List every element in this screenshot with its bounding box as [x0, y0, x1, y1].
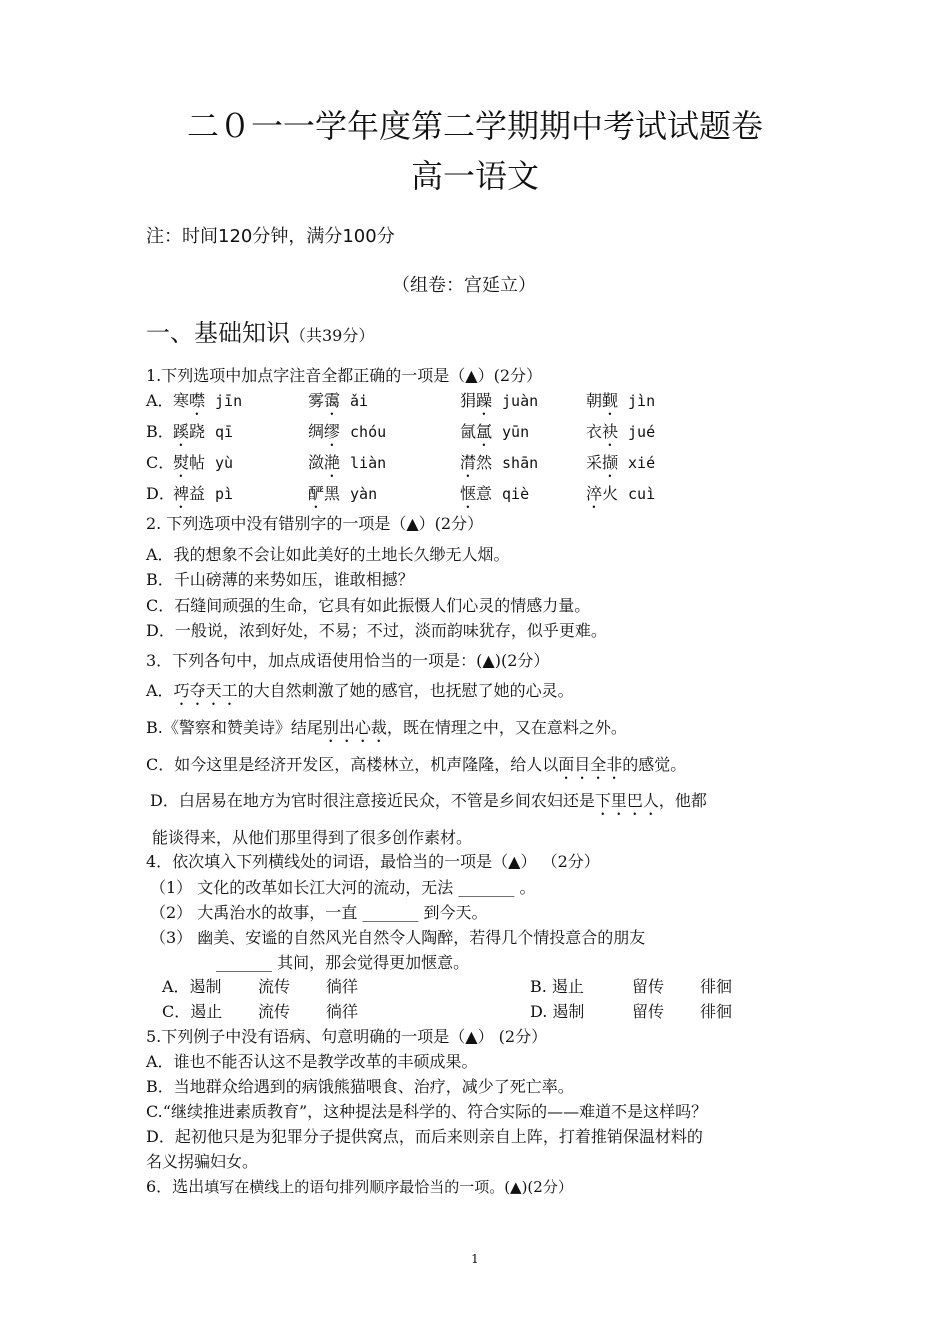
q1-pinyin: qiè: [502, 485, 530, 503]
q1-word-post: 意: [476, 484, 493, 503]
q1-word: [173, 484, 233, 512]
q4-sentence-3: （3） 幽美、安谧的自然风光自然令人陶醉，若得几个情投意合的朋友: [150, 928, 646, 947]
q4-a-word1: A．遏制: [162, 977, 222, 996]
q1-word: [308, 453, 386, 481]
q1-pinyin: shān: [502, 454, 539, 472]
q1-word: [460, 453, 538, 481]
q1-word-dot: 缪: [324, 422, 341, 441]
q1-word-dot: 酽: [308, 484, 325, 503]
q3-b-rest: ，既在情理之中，又在意料之外。: [386, 718, 627, 737]
q4-sentence-3-cont: _______ 其间，那会觉得更加惬意。: [216, 953, 470, 972]
q1-word-pre: 氤: [460, 422, 477, 441]
q1-word-post: 火: [602, 484, 619, 503]
q1-word: [586, 422, 655, 450]
q3-b-idiom: 别出心裁: [322, 718, 387, 737]
q5-option-d: D．起初他只是为犯罪分子提供窝点，而后来则亲自上阵，打着推销保温材料的: [146, 1127, 703, 1146]
q1-word-dot: 裨: [173, 484, 190, 503]
q4-d-word2: 留传: [632, 1002, 665, 1021]
q1-word-pre: 朝: [586, 391, 603, 410]
q3-b-prefix: B.《警察和赞美诗》结尾: [146, 718, 323, 737]
q1-word-dot: 撷: [602, 453, 619, 472]
q5-stem: 5.下列例子中没有语病、句意明确的一项是（▲） (2分）: [146, 1027, 548, 1046]
q2-option-d: D．一般说，浓到好处，不易；不过，淡而韵味犹存，似乎更难。: [146, 621, 607, 640]
q1-word-dot: 熨: [173, 453, 190, 472]
q1-pinyin: xié: [628, 454, 656, 472]
q3-option-a: [146, 681, 574, 709]
q1-pinyin: ǎi: [350, 392, 369, 410]
q3-c-rest: 的感觉。: [622, 755, 687, 774]
q1-pinyin: qī: [215, 423, 234, 441]
q3-option-d-cont: 能谈得来，从他们那里得到了很多创作素材。: [152, 828, 473, 847]
q1-word-pre: 绸: [308, 422, 325, 441]
q3-option-d: [150, 791, 707, 819]
q4-option-a: [162, 977, 358, 997]
q3-a-rest: 的大自然刺激了她的感官，也抚慰了她的心灵。: [237, 681, 574, 700]
q3-c-prefix: C．如今这里是经济开发区，高楼林立，机声隆隆，给人以: [146, 755, 559, 774]
q3-a-prefix: A．: [146, 681, 174, 700]
q1-word: [173, 422, 233, 450]
q1-word-pre: 衣: [586, 422, 603, 441]
q1-word: [308, 391, 368, 419]
q1-word: [173, 453, 233, 481]
composer-note: （组卷：宫延立）: [392, 275, 536, 296]
q1-word-dot: 袂: [602, 422, 619, 441]
q3-d-rest: ，他都: [658, 791, 707, 810]
q1-word-pre: 雾: [308, 391, 325, 410]
q4-option-c: [162, 1002, 358, 1022]
q1-pinyin: juàn: [502, 392, 539, 410]
q1-stem: 1.下列选项中加点字注音全都正确的一项是（▲）(2分）: [146, 366, 542, 385]
q1-word-dot: 躁: [476, 391, 493, 410]
q1-word: [586, 391, 655, 419]
q1-pinyin: yù: [215, 454, 234, 472]
q4-b-word1: B. 遏止: [530, 977, 584, 996]
exam-note: 注：时间120分钟，满分100分: [146, 226, 395, 247]
q1-pinyin: pì: [215, 485, 234, 503]
q3-d-prefix: D．白居易在地方为官时很注意接近民众，不管是乡间农妇还是: [150, 791, 595, 810]
q1-word-dot: 噤: [189, 391, 206, 410]
page-number: 1: [471, 1252, 479, 1266]
q1-pinyin: jué: [628, 423, 656, 441]
q4-c-word2: 流传: [258, 1002, 291, 1021]
q1-pinyin: jìn: [628, 392, 656, 410]
q1-word-dot: 滟: [324, 453, 341, 472]
q2-option-b: B．千山磅薄的来势如压，谁敢相撼？: [146, 570, 414, 589]
q4-c-word1: C．遏止: [162, 1002, 223, 1021]
q1-pinyin: cuì: [628, 485, 656, 503]
q4-b-word2: 留传: [632, 977, 665, 996]
q3-option-c: [146, 755, 686, 783]
q3-stem: 3．下列各句中，加点成语使用恰当的一项是：(▲)(2分）: [146, 651, 550, 670]
q1-word-pre: 寒: [173, 391, 190, 410]
q1-word-dot: 淬: [586, 484, 603, 503]
q4-b-word3: 徘徊: [700, 977, 733, 996]
q3-d-idiom: 下里巴人: [594, 791, 659, 810]
q1-option-letter: B．: [146, 422, 174, 441]
q1-word-dot: 霭: [324, 391, 341, 410]
q1-word-dot: 觐: [602, 391, 619, 410]
q5-option-b: B．当地群众给遇到的病饿熊猫喂食、治疗，减少了死亡率。: [146, 1077, 574, 1096]
q5-option-d-cont: 名义拐骗妇女。: [146, 1152, 259, 1171]
q5-option-a: A．谁也不能否认这不是教学改革的丰硕成果。: [146, 1052, 478, 1071]
q1-word-pre: 采: [586, 453, 603, 472]
q1-word-post: 然: [476, 453, 493, 472]
q4-a-word3: 徜徉: [326, 977, 359, 996]
q1-word-post: 益: [189, 484, 206, 503]
q1-word-dot: 潸: [460, 453, 477, 472]
section-heading: [146, 318, 374, 351]
q1-word: [460, 422, 529, 450]
q1-word-dot: 氲: [476, 422, 493, 441]
q1-word-pre: 潋: [308, 453, 325, 472]
q4-sentence-1: （1） 文化的改革如长江大河的流动，无法 _______ 。: [150, 878, 536, 897]
q4-d-word3: 徘徊: [700, 1002, 733, 1021]
q1-word: [308, 484, 377, 512]
q1-word: [586, 453, 655, 481]
q1-word: [308, 422, 386, 450]
q1-word-pre: 狷: [460, 391, 477, 410]
q1-word: [586, 484, 655, 512]
q4-d-word1: D. 遏制: [530, 1002, 585, 1021]
section-points: （共39分）: [290, 326, 375, 345]
q1-pinyin: jīn: [215, 392, 243, 410]
q4-c-word3: 徜徉: [326, 1002, 359, 1021]
q6-stem: [146, 1177, 573, 1197]
q5-option-c: C.“继续推进素质教育”，这种提法是科学的、符合实际的——难道不是这样吗？: [146, 1102, 708, 1121]
q4-sentence-2: （2） 大禹治水的故事，一直 _______ 到今天。: [150, 903, 488, 922]
section-title: 一、基础知识: [146, 319, 290, 347]
q1-option-letter: A．: [146, 391, 174, 410]
q4-option-d: [530, 1002, 732, 1022]
q3-a-idiom: 巧夺天工: [173, 681, 238, 700]
q1-word-post: 跷: [189, 422, 206, 441]
q1-word-dot: 惬: [460, 484, 477, 503]
q4-stem: 4．依次填入下列横线处的词语，最恰当的一项是（▲） （2分）: [146, 852, 600, 871]
q4-option-b: [530, 977, 732, 997]
q1-option-letter: D．: [146, 484, 175, 503]
page-title: 二０一一学年度第二学期期中考试试题卷: [186, 107, 763, 145]
q3-option-b: [146, 718, 627, 746]
q6-prefix: 6．选出: [146, 1177, 205, 1196]
q3-c-idiom: 面目全非: [558, 755, 623, 774]
q2-option-c: C．石缝间顽强的生命，它具有如此振慑人们心灵的情感力量。: [146, 596, 591, 615]
q1-pinyin: liàn: [350, 454, 387, 472]
q1-word-post: 帖: [189, 453, 206, 472]
q1-option-letter: C．: [146, 453, 175, 472]
q2-option-a: A．我的想象不会让如此美好的土地长久缈无人烟。: [146, 545, 510, 564]
page-subtitle: 高一语文: [410, 157, 539, 195]
q1-pinyin: chóu: [350, 423, 387, 441]
q1-pinyin: yàn: [350, 485, 378, 503]
q1-word: [173, 391, 242, 419]
q2-stem: 2. 下列选项中没有错别字的一项是（▲）(2分）: [146, 514, 484, 533]
q1-word-post: 黑: [324, 484, 341, 503]
q1-word: [460, 391, 538, 419]
q1-word-dot: 蹊: [173, 422, 190, 441]
q1-word: [460, 484, 529, 512]
q1-pinyin: yūn: [502, 423, 530, 441]
q4-a-word2: 流传: [258, 977, 291, 996]
q6-text: 填写在横线上的语句排列顺序最恰当的一项。(▲)(2分）: [204, 1178, 573, 1196]
